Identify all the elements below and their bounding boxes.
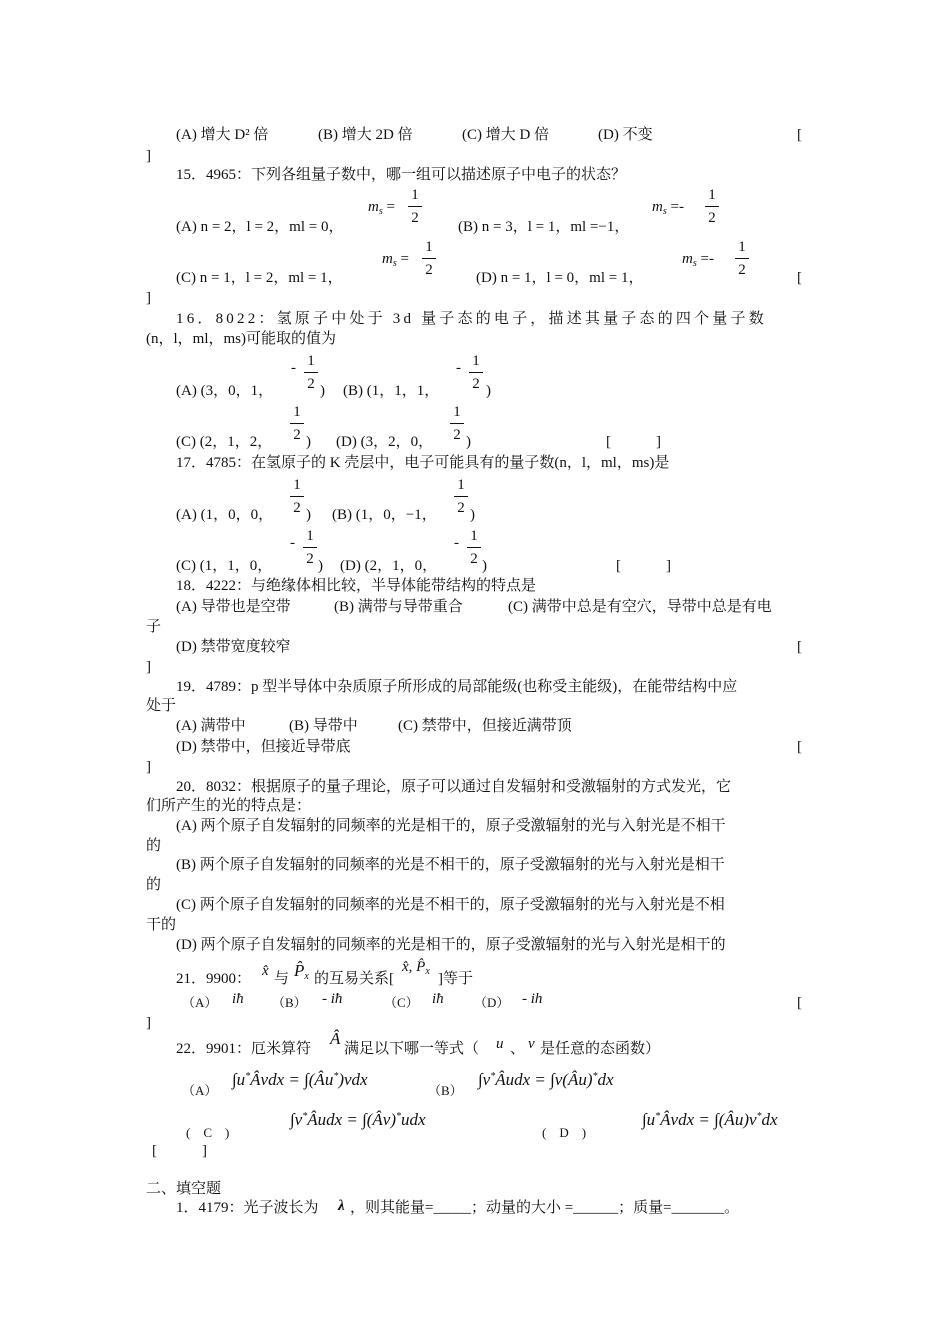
q20-stem-line1: 20．8032：根据原子的量子理论，原子可以通过自发辐射和受激辐射的方式发光，它 [176,779,732,795]
q22-option-c: ( C ) [186,1125,230,1140]
q16-frac-b: 1 2 [469,352,483,393]
q17-answer-brackets: [ ] [616,558,671,574]
q15-ms-c: $m_s$ = [382,251,409,269]
q20-option-c-wrap: 干的 [146,917,177,933]
q22-stem-b: 满足以下哪一等式（ [344,1041,480,1057]
q20-option-c: (C) 两个原子自发辐射的同频率的光是不相干的，原子受激辐射的光与入射光是不相 [176,897,725,913]
q22-v-symbol: v [528,1036,535,1052]
q15-frac-a: 1 2 [408,186,422,227]
q19-option-b: (B) 导带中 [289,718,358,734]
q22-u-symbol: u [496,1036,504,1052]
q19-bracket-close: ] [146,759,151,775]
q15-option-c: (C) n = 1，l = 2，ml = 1， [176,270,343,286]
q15-bracket-open: [ [797,270,802,286]
q17-frac-a: 1 2 [290,476,304,517]
q18-option-c-wrap: 子 [146,619,162,635]
q16-frac-a: 1 2 [304,352,318,393]
q16-option-b-close: ) [486,383,491,399]
q16-stem-line1: 16．8022：氢原子中处于 3d 量子态的电子，描述其量子态的四个量子数 [176,311,767,327]
q22-option-d: ( D ) [542,1125,587,1140]
q22-option-b-formula: ∫v*Âudx = ∫v(Âu)*dx [478,1070,614,1089]
q15-option-b: (B) n = 3，l = 1，ml =−1， [458,219,630,235]
q16-option-a: (A) (3，0，1， [176,383,274,399]
q16-minus-b: - [456,360,461,376]
q19-bracket-open: [ [797,739,802,755]
q21-prefix: 21．9900： [176,971,252,987]
q16-frac-d: 1 2 [450,403,464,444]
q21-option-c: （C） [384,995,419,1010]
fill-q1-prefix: 1．4179：光子波长为 [176,1200,319,1216]
q15-frac-c: 1 2 [422,238,436,279]
q14-bracket-close: ] [146,148,151,164]
q21-suffix: ]等于 [438,971,473,987]
q21-bracket-open: [ [797,995,802,1011]
q17-option-c: (C) (1，1，0， [176,558,273,574]
q21-option-b-value: - iħ [322,991,343,1007]
q17-stem: 17．4785：在氢原子的 K 壳层中，电子可能具有的量子数(n，l，ml，ms)是 [176,455,670,471]
q19-option-d: (D) 禁带中，但接近导带底 [176,739,351,755]
q21-option-a: （A） [182,995,218,1010]
q17-frac-b: 1 2 [454,476,468,517]
q22-stem-c: 、 [510,1041,526,1057]
q21-bracket-close: ] [146,1015,151,1031]
q18-option-a: (A) 导带也是空带 [176,599,291,615]
q15-stem: 15．4965：下列各组量子数中，哪一组可以描述原子中电子的状态？ [176,167,627,183]
q17-option-d: (D) (2，1，0， [340,558,438,574]
q20-option-a-wrap: 的 [146,838,162,854]
lambda-symbol: λ [338,1198,345,1214]
q16-option-d-close: ) [466,434,471,450]
q20-option-b: (B) 两个原子自发辐射的同频率的光是不相干的，原子受激辐射的光与入射光是相干 [176,857,725,873]
q15-frac-d: 1 2 [735,238,749,279]
q21-option-d-value: - ih [522,991,543,1007]
q18-option-c: (C) 满带中总是有空穴，导带中总是有电 [508,599,772,615]
q14-option-b: (B) 增大 2D 倍 [318,127,413,143]
q16-stem-line2: (n，l，ml，ms)可能取的值为 [146,331,336,347]
q20-option-b-wrap: 的 [146,877,162,893]
q17-option-a-close: ) [306,507,311,523]
q21-option-b: （B） [272,995,307,1010]
fill-q1-rest: ，则其能量=_____；动量的大小 =______；质量=_______。 [350,1200,740,1216]
q17-minus-d: - [454,535,459,551]
q19-option-c: (C) 禁带中，但接近满带顶 [398,718,572,734]
q14-option-a: (A) 增大 D² 倍 [176,127,269,143]
q21-commutator: x̂, $P̂_x$ [402,959,430,977]
q17-option-d-close: ) [482,558,487,574]
q18-stem: 18．4222：与绝缘体相比较，半导体能带结构的特点是 [176,578,537,594]
q15-ms-b: $m_s$ =- [652,199,684,217]
q17-frac-c: 1 2 [303,527,317,568]
q21-option-c-value: iħ [432,991,444,1007]
section2-title: 二、填空题 [146,1181,222,1197]
q21-mid: 与 [274,971,290,987]
q15-ms-d: $m_s$ =- [682,251,714,269]
q18-bracket-close: ] [146,659,151,675]
q21-option-a-value: iħ [232,991,244,1007]
q18-option-b: (B) 满带与导带重合 [334,599,463,615]
q22-answer-brackets: [ ] [152,1143,207,1159]
q16-frac-c: 1 2 [290,403,304,444]
q16-minus-a: - [291,360,296,376]
q14-option-c: (C) 增大 D 倍 [462,127,550,143]
q20-option-d: (D) 两个原子自发辐射的同频率的光是相干的，原子受激辐射的光与入射光是相干的 [176,937,726,953]
q22-operator-a-hat: Â [330,1029,341,1048]
q17-option-c-close: ) [318,558,323,574]
q16-option-c-close: ) [306,434,311,450]
q22-stem-a: 22．9901：厄米算符 [176,1041,312,1057]
q21-x-hat: x̂ [262,963,269,979]
q17-frac-d: 1 2 [467,527,481,568]
q18-option-d: (D) 禁带宽度较窄 [176,639,291,655]
q17-option-b-close: ) [470,507,475,523]
q16-option-b: (B) (1，1，1， [343,383,440,399]
q20-stem-line2: 们所产生的光的特点是： [146,798,312,814]
q22-option-a-formula: ∫u*Âvdx = ∫(Âu*)vdx [232,1070,368,1089]
q16-answer-brackets: [ ] [606,434,661,450]
q17-minus-c: - [290,535,295,551]
q22-option-a: （A） [182,1083,218,1098]
q15-option-a: (A) n = 2，l = 2，ml = 0， [176,219,344,235]
q19-stem-line1: 19．4789：p 型半导体中杂质原子所形成的局部能级(也称受主能级)，在能带结构中应 [176,679,738,695]
q18-bracket-open: [ [797,639,802,655]
q22-option-d-formula: ∫u*Âvdx = ∫(Âu)v*dx [642,1110,778,1129]
q21-mid2: 的互易关系[ [314,971,394,987]
q15-option-d: (D) n = 1，l = 0，ml = 1， [476,270,644,286]
q20-option-a: (A) 两个原子自发辐射的同频率的光是相干的，原子受激辐射的光与入射光是不相干 [176,818,726,834]
q14-option-d: (D) 不变 [598,127,653,143]
q22-option-c-formula: ∫v*Âudx = ∫(Âv)*udx [290,1110,426,1129]
q21-p-hat: $P̂_x$ [294,961,309,982]
q14-bracket-open: [ [797,127,802,143]
q17-option-a: (A) (1，0，0， [176,507,274,523]
q19-option-a: (A) 满带中 [176,718,246,734]
q15-ms-a: $m_s$ = [368,199,395,217]
q22-stem-d: 是任意的态函数） [540,1041,661,1057]
q16-option-a-close: ) [320,383,325,399]
q16-option-c: (C) (2，1，2， [176,434,273,450]
q15-frac-b: 1 2 [705,186,719,227]
q16-option-d: (D) (3，2，0， [336,434,434,450]
q21-option-d: （D） [474,995,510,1010]
q17-option-b: (B) (1，0，−1， [332,507,437,523]
q19-stem-line2: 处于 [146,698,177,714]
q15-bracket-close: ] [146,290,151,306]
q22-option-b: （B） [428,1083,463,1098]
